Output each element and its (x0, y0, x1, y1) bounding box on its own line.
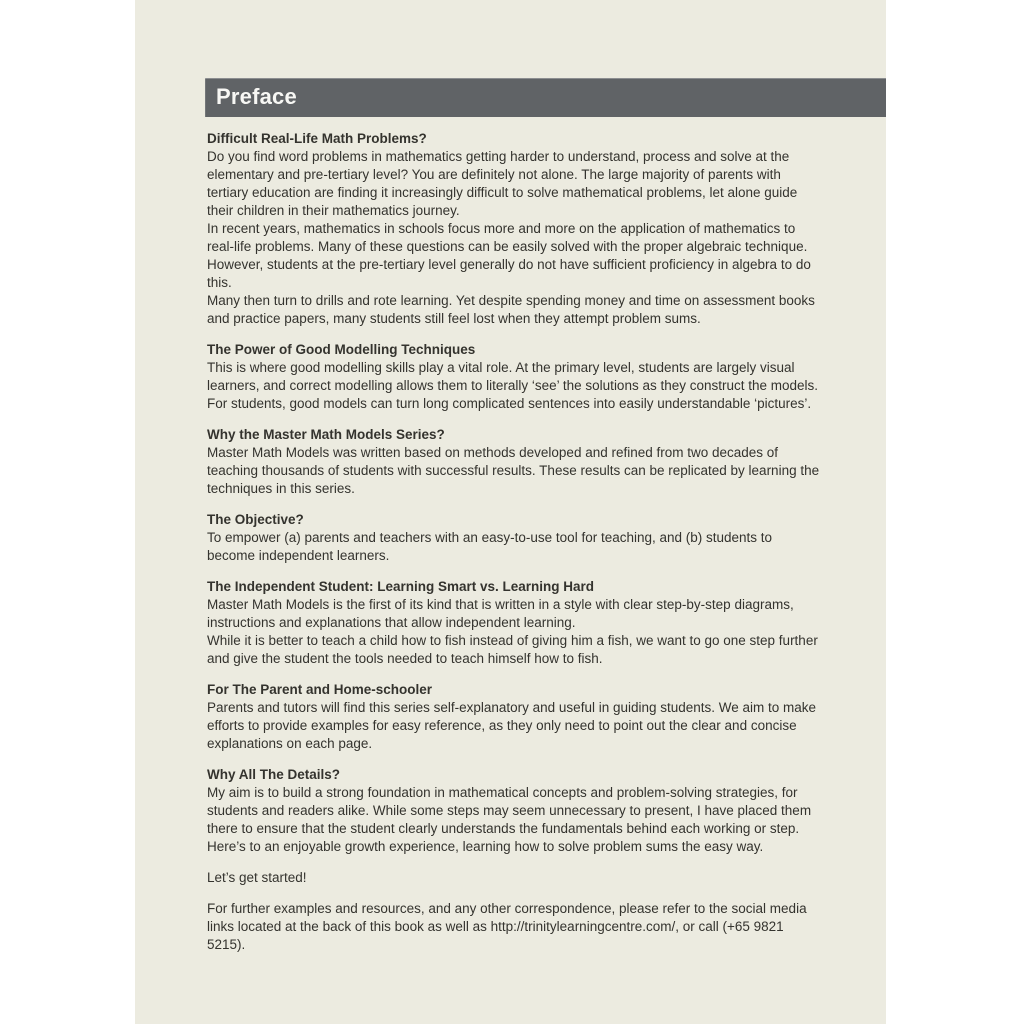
chapter-header-bar (205, 78, 886, 117)
section-independent-student (207, 578, 823, 668)
section-heading: Why the Master Math Models Series? (207, 427, 445, 442)
section-modelling-techniques (207, 341, 823, 413)
section-paragraph: This is where good modelling skills play a vital role. At the primary level, students are largely visual learners, and correct modelling allows them to literally ‘see’ the solutions as they construct the models. For students, good models can turn long complicated sentences into easily understandable ‘pictures’. (207, 360, 819, 411)
section-heading: The Power of Good Modelling Techniques (207, 342, 476, 357)
section-difficult-problems (207, 130, 823, 328)
section-paragraph: To empower (a) parents and teachers with an easy-to-use tool for teaching, and (b) students to become independent learners. (207, 530, 773, 563)
preface-page (135, 0, 886, 1024)
section-paragraph: Many then turn to drills and rote learning. Yet despite spending money and time on assessment books and practice papers, many students still feel lost when they attempt problem sums. (207, 293, 815, 326)
section-heading: The Objective? (207, 512, 304, 527)
section-heading: Why All The Details? (207, 767, 341, 782)
section-heading: The Independent Student: Learning Smart vs. Learning Hard (207, 579, 595, 594)
section-why-series (207, 426, 823, 498)
section-heading: For The Parent and Home-schooler (207, 682, 433, 697)
section-paragraph: Master Math Models is the first of its kind that is written in a style with clear step-by-step diagrams, instructions and explanations that allow independent learning. (207, 597, 794, 630)
section-paragraph: In recent years, mathematics in schools focus more and more on the application of mathematics to real-life problems. Many of these questions can be easily solved with the proper algebraic technique. However, students at the pre-tertiary level generally do not have sufficient proficiency in algebra to do this. (207, 221, 811, 290)
section-paragraph: Do you find word problems in mathematics getting harder to understand, process and solve at the elementary and pre-tertiary level? You are definitely not alone. The large majority of parents with tertiary education are finding it increasingly difficult to solve mathematical problems, let alone guide their children in their mathematics journey. (207, 149, 798, 218)
section-objective (207, 511, 823, 565)
closing-contact-line: For further examples and resources, and any other correspondence, please refer to the social media links located at the back of this book as well as http://trinitylearningcentre.com/, or call (+65 9821 5215). (207, 901, 807, 952)
section-heading: Difficult Real-Life Math Problems? (207, 131, 427, 146)
preface-content (207, 130, 823, 967)
closing-start-line: Let’s get started! (207, 870, 307, 885)
section-why-details (207, 766, 823, 856)
page-title: Preface (216, 84, 297, 109)
section-paragraph: Parents and tutors will find this series self-explanatory and useful in guiding students. We aim to make efforts to provide examples for easy reference, as they only need to point out the clear and concise explanations on each page. (207, 700, 817, 751)
section-paragraph: My aim is to build a strong foundation in mathematical concepts and problem-solving strategies, for students and readers alike. While some steps may seem unnecessary to present, I have placed them there to ensure that the student clearly understands the fundamentals behind each working or step. (207, 785, 812, 836)
section-parent-homeschooler (207, 681, 823, 753)
section-paragraph: Master Math Models was written based on methods developed and refined from two decades of teaching thousands of students with successful results. These results can be replicated by learning the techniques in this series. (207, 445, 820, 496)
section-paragraph: While it is better to teach a child how to fish instead of giving him a fish, we want to go one step further and give the student the tools needed to teach himself how to fish. (207, 633, 818, 666)
section-paragraph: Here’s to an enjoyable growth experience, learning how to solve problem sums the easy way. (207, 839, 764, 854)
